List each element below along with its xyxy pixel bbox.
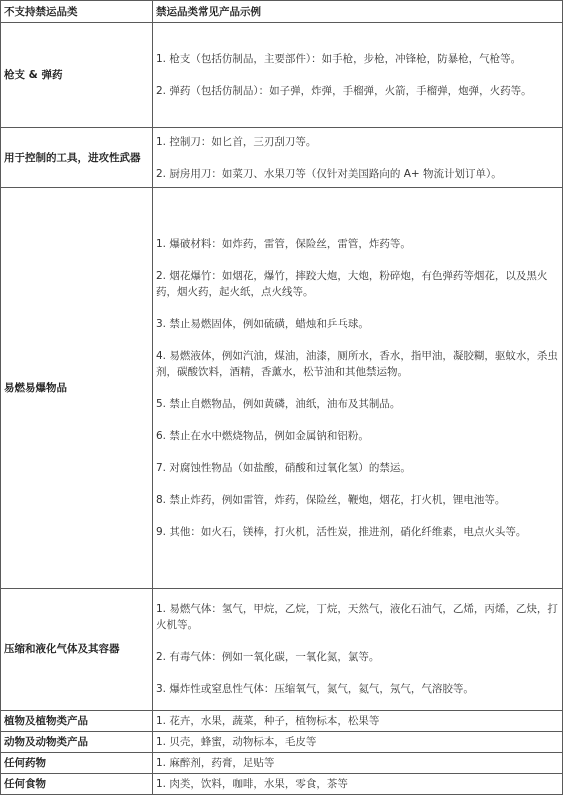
table-row: [1, 588, 563, 710]
example-item: 1. 贝壳，蜂蜜，动物标本，毛皮等: [156, 735, 317, 748]
example-item: 3. 禁止易燃固体，例如硫磺，蜡烛和乒乓球。: [156, 317, 369, 330]
examples-cell: [153, 731, 563, 752]
examples-column-header: 禁运品类常见产品示例: [153, 1, 563, 23]
category-cell: 植物及植物类产品: [1, 710, 153, 731]
example-item: 7. 对腐蚀性物品（如盐酸，硝酸和过氧化氢）的禁运。: [156, 461, 411, 474]
example-item: 1. 爆破材料：如炸药，雷管，保险丝，雷管，炸药等。: [156, 237, 411, 250]
table-row: [1, 128, 563, 188]
examples-cell: [153, 188, 563, 589]
example-item: 5. 禁止自燃物品，例如黄磷，油纸，油布及其制品。: [156, 397, 401, 410]
category-cell: 枪支 & 弹药: [1, 23, 153, 128]
examples-cell: [153, 23, 563, 128]
example-item: 2. 有毒气体：例如一氧化碳，一氧化氮，氯等。: [156, 651, 380, 664]
example-item: 9. 其他：如火石，镁棒，打火机，活性炭，推进剂，硝化纤维素，电点火头等。: [156, 525, 527, 538]
example-item: 3. 爆炸性或窒息性气体：压缩氧气，氮气，氦气，氖气，气溶胶等。: [156, 683, 474, 696]
table-row: [1, 23, 563, 128]
examples-cell: [153, 752, 563, 773]
category-cell: 任何食物: [1, 773, 153, 794]
example-item: 1. 花卉，水果，蔬菜，种子，植物标本，松果等: [156, 714, 380, 727]
examples-cell: [153, 588, 563, 710]
example-item: 1. 肉类，饮料，咖啡，水果，零食，茶等: [156, 777, 348, 790]
table-row: [1, 731, 563, 752]
category-cell: 易燃易爆物品: [1, 188, 153, 589]
examples-cell: [153, 710, 563, 731]
example-item: 1. 枪支（包括仿制品，主要部件）：如手枪，步枪，冲锋枪，防暴枪，气枪等。: [156, 53, 522, 66]
table-row: [1, 773, 563, 794]
example-item: 2. 厨房用刀：如菜刀、水果刀等（仅针对美国路向的 A+ 物流计划订单）。: [156, 167, 502, 180]
category-cell: 动物及动物类产品: [1, 731, 153, 752]
example-item: 1. 易燃气体：氢气，甲烷，乙烷，丁烷，天然气，液化石油气，乙烯，丙烯，乙炔，打火机等。: [156, 603, 558, 632]
category-cell: 压缩和液化气体及其容器: [1, 588, 153, 710]
examples-cell: [153, 128, 563, 188]
example-item: 6. 禁止在水中燃烧物品，例如金属钠和铝粉。: [156, 429, 369, 442]
example-item: 1. 麻醉剂，药膏，足贴等: [156, 756, 275, 769]
table-row: [1, 710, 563, 731]
table-row: [1, 188, 563, 589]
category-cell: 任何药物: [1, 752, 153, 773]
example-item: 1. 控制刀：如匕首，三刃刮刀等。: [156, 135, 317, 148]
example-item: 8. 禁止炸药，例如雷管，炸药，保险丝，鞭炮，烟花，打火机，锂电池等。: [156, 493, 506, 506]
example-item: 4. 易燃液体，例如汽油，煤油，油漆，厕所水，香水，指甲油，凝胶糊，驱蚊水，杀虫剂，碳酸饮料，酒精，香薰水，松节油和其他禁运物。: [156, 349, 558, 378]
example-item: 2. 弹药（包括仿制品）：如子弹，炸弹，手榴弹，火箭，手榴弹，炮弹，火药等。: [156, 85, 532, 98]
category-column-header: 不支持禁运品类: [1, 1, 153, 23]
examples-cell: [153, 773, 563, 794]
example-item: 2. 烟花爆竹：如烟花，爆竹，摔跤大炮，大炮，粉碎炮，有色弹药等烟花，以及黑火药，烟火药，起火纸，点火线等。: [156, 269, 548, 298]
category-cell: 用于控制的工具，进攻性武器: [1, 128, 153, 188]
table-row: [1, 752, 563, 773]
header-row: [1, 1, 563, 23]
